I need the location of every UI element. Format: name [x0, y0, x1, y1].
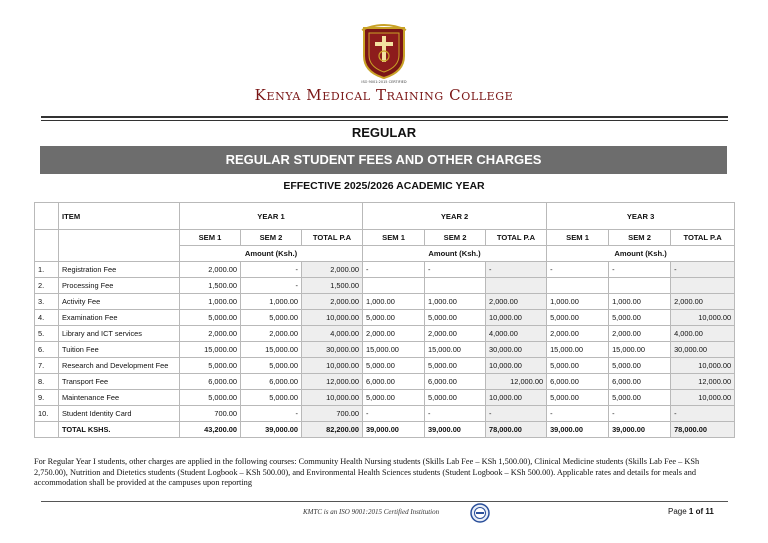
- fee-cell: 1,500.00: [302, 278, 363, 294]
- fee-cell: 30,000.00: [486, 342, 547, 358]
- fee-cell: 2,000.00: [180, 326, 241, 342]
- section-banner: REGULAR STUDENT FEES AND OTHER CHARGES: [40, 146, 727, 174]
- fee-cell: 6,000.00: [425, 374, 486, 390]
- fee-cell: -: [609, 406, 671, 422]
- y2-sem2-header: SEM 2: [425, 230, 486, 246]
- fee-cell: 82,200.00: [302, 422, 363, 438]
- y3-sem2-header: SEM 2: [609, 230, 671, 246]
- college-name: Kenya Medical Training College: [254, 86, 514, 104]
- row-item: Transport Fee: [59, 374, 180, 390]
- fee-cell: 4,000.00: [302, 326, 363, 342]
- fee-cell: 39,000.00: [425, 422, 486, 438]
- fee-cell: 78,000.00: [486, 422, 547, 438]
- fee-cell: 5,000.00: [363, 390, 425, 406]
- page-number: [668, 507, 714, 516]
- fee-cell: 10,000.00: [486, 390, 547, 406]
- fee-cell: 2,000.00: [302, 262, 363, 278]
- fee-cell: 78,000.00: [671, 422, 735, 438]
- fee-cell: -: [241, 278, 302, 294]
- y1-total-header: TOTAL P.A: [302, 230, 363, 246]
- table-subheader-row: [35, 230, 735, 246]
- row-item: Library and ICT services: [59, 326, 180, 342]
- fee-cell: 6,000.00: [180, 374, 241, 390]
- fee-cell: 5,000.00: [241, 358, 302, 374]
- fee-cell: 15,000.00: [363, 342, 425, 358]
- row-item: Tuition Fee: [59, 342, 180, 358]
- fee-cell: 5,000.00: [425, 310, 486, 326]
- y2-total-header: TOTAL P.A: [486, 230, 547, 246]
- fee-cell: 10,000.00: [671, 390, 735, 406]
- fee-cell: -: [486, 406, 547, 422]
- header-rule-thin: [41, 120, 728, 121]
- fee-cell: 2,000.00: [425, 326, 486, 342]
- y3-total-header: TOTAL P.A: [671, 230, 735, 246]
- y3-amount-label: Amount (Ksh.): [547, 246, 735, 262]
- fee-cell: 12,000.00: [302, 374, 363, 390]
- fee-cell: 1,000.00: [609, 294, 671, 310]
- fee-cell: 10,000.00: [486, 358, 547, 374]
- fee-cell: -: [609, 262, 671, 278]
- fee-cell: 10,000.00: [671, 358, 735, 374]
- fee-cell: 4,000.00: [486, 326, 547, 342]
- y3-sem1-header: SEM 1: [547, 230, 609, 246]
- fee-cell: 2,000.00: [363, 326, 425, 342]
- fee-cell: 1,500.00: [180, 278, 241, 294]
- row-item: Activity Fee: [59, 294, 180, 310]
- fee-cell: 2,000.00: [671, 294, 735, 310]
- fee-cell: -: [671, 406, 735, 422]
- fee-cell: 1,000.00: [547, 294, 609, 310]
- row-number: 10.: [35, 406, 59, 422]
- fee-cell: 6,000.00: [547, 374, 609, 390]
- fee-cell: [547, 278, 609, 294]
- fee-cell: 10,000.00: [302, 310, 363, 326]
- fee-cell: 5,000.00: [425, 390, 486, 406]
- row-number: 3.: [35, 294, 59, 310]
- y2-amount-label: Amount (Ksh.): [363, 246, 547, 262]
- fee-cell: 10,000.00: [486, 310, 547, 326]
- row-item: Student Identity Card: [59, 406, 180, 422]
- fee-cell: 2,000.00: [241, 326, 302, 342]
- fee-cell: -: [425, 262, 486, 278]
- row-number: 9.: [35, 390, 59, 406]
- fee-cell: 5,000.00: [609, 358, 671, 374]
- iso-seal-icon: [470, 503, 490, 523]
- fee-cell: 2,000.00: [486, 294, 547, 310]
- fee-cell: 5,000.00: [547, 310, 609, 326]
- row-number: 4.: [35, 310, 59, 326]
- item-subheader-cell: [59, 230, 180, 262]
- fee-cell: 1,000.00: [241, 294, 302, 310]
- fee-cell: 15,000.00: [609, 342, 671, 358]
- row-number: 7.: [35, 358, 59, 374]
- fee-cell: -: [547, 406, 609, 422]
- table-row: [35, 390, 735, 406]
- fee-cell: 43,200.00: [180, 422, 241, 438]
- fee-cell: 1,000.00: [180, 294, 241, 310]
- fee-cell: 6,000.00: [241, 374, 302, 390]
- fee-cell: 10,000.00: [302, 390, 363, 406]
- y2-sem1-header: SEM 1: [363, 230, 425, 246]
- page-label: Page: [668, 507, 687, 516]
- year-2-header: YEAR 2: [363, 203, 547, 230]
- fee-cell: 12,000.00: [671, 374, 735, 390]
- row-item: TOTAL KSHS.: [59, 422, 180, 438]
- fee-cell: 6,000.00: [609, 374, 671, 390]
- fee-cell: 10,000.00: [302, 358, 363, 374]
- row-number: 5.: [35, 326, 59, 342]
- fee-cell: 5,000.00: [609, 390, 671, 406]
- table-row: [35, 278, 735, 294]
- row-item: Maintenance Fee: [59, 390, 180, 406]
- crest-motto: ISO 9001:2015 CERTIFIED: [361, 80, 407, 84]
- row-number: 8.: [35, 374, 59, 390]
- fee-cell: [486, 278, 547, 294]
- row-number: [35, 422, 59, 438]
- no-subheader-cell: [35, 230, 59, 262]
- table-row: [35, 358, 735, 374]
- fee-cell: 700.00: [302, 406, 363, 422]
- table-row: [35, 406, 735, 422]
- year-1-header: YEAR 1: [180, 203, 363, 230]
- fee-cell: [363, 278, 425, 294]
- fee-cell: 5,000.00: [363, 310, 425, 326]
- page-total: 11: [705, 507, 714, 516]
- effective-year: EFFECTIVE 2025/2026 ACADEMIC YEAR: [283, 180, 485, 192]
- table-row: [35, 342, 735, 358]
- fee-cell: 39,000.00: [609, 422, 671, 438]
- college-crest-logo: [360, 22, 408, 80]
- table-row: [35, 326, 735, 342]
- fee-cell: 15,000.00: [241, 342, 302, 358]
- fee-cell: 5,000.00: [547, 358, 609, 374]
- row-number: 2.: [35, 278, 59, 294]
- year-3-header: YEAR 3: [547, 203, 735, 230]
- row-item: Registration Fee: [59, 262, 180, 278]
- fee-cell: [609, 278, 671, 294]
- y1-sem2-header: SEM 2: [241, 230, 302, 246]
- row-number: 6.: [35, 342, 59, 358]
- fee-cell: -: [363, 262, 425, 278]
- table-total-row: [35, 422, 735, 438]
- fee-cell: 2,000.00: [302, 294, 363, 310]
- y1-sem1-header: SEM 1: [180, 230, 241, 246]
- fee-cell: 12,000.00: [486, 374, 547, 390]
- fees-table: [34, 202, 735, 438]
- fee-cell: 1,000.00: [363, 294, 425, 310]
- fee-cell: 2,000.00: [180, 262, 241, 278]
- fee-cell: [671, 278, 735, 294]
- iso-certification-text: KMTC is an ISO 9001:2015 Certified Institution: [303, 508, 440, 516]
- fee-cell: 5,000.00: [241, 310, 302, 326]
- footnote: For Regular Year I students, other charges are applied in the following courses: Community Health Nursing students (Skills Lab Fee – KSh 1,500.00), Clinical Medicine students (Skills Lab Fee – KSh 2,750.00), Nutrition and Dietetics students (Student Logbook – KSh 500.00), and Environmental Health Sciences students (Student Logbook – KSh 500.00). Applicable rates and details for meals and accommodation shall be provided at the campuses upon reporting: [34, 457, 700, 488]
- fee-cell: 5,000.00: [609, 310, 671, 326]
- fee-cell: -: [671, 262, 735, 278]
- fee-cell: -: [241, 262, 302, 278]
- fee-cell: 6,000.00: [363, 374, 425, 390]
- fee-cell: 5,000.00: [180, 310, 241, 326]
- fee-cell: 5,000.00: [241, 390, 302, 406]
- fee-cell: 39,000.00: [363, 422, 425, 438]
- fee-cell: -: [547, 262, 609, 278]
- fee-cell: 39,000.00: [547, 422, 609, 438]
- fee-cell: 1,000.00: [425, 294, 486, 310]
- page-of: of: [695, 507, 704, 516]
- fee-cell: 5,000.00: [180, 358, 241, 374]
- fee-cell: 15,000.00: [547, 342, 609, 358]
- no-header-cell: [35, 203, 59, 230]
- page-current: 1: [688, 507, 694, 516]
- row-item: Processing Fee: [59, 278, 180, 294]
- fee-cell: -: [363, 406, 425, 422]
- table-row: [35, 310, 735, 326]
- fee-cell: 39,000.00: [241, 422, 302, 438]
- table-row: [35, 374, 735, 390]
- fee-cell: 2,000.00: [609, 326, 671, 342]
- fee-cell: 15,000.00: [425, 342, 486, 358]
- fee-cell: 30,000.00: [302, 342, 363, 358]
- fee-cell: 30,000.00: [671, 342, 735, 358]
- fee-cell: 5,000.00: [363, 358, 425, 374]
- table-row: [35, 294, 735, 310]
- fee-cell: -: [486, 262, 547, 278]
- header-rule: [41, 116, 728, 118]
- table-row: [35, 262, 735, 278]
- fee-cell: 5,000.00: [547, 390, 609, 406]
- fee-cell: -: [425, 406, 486, 422]
- fee-cell: 2,000.00: [547, 326, 609, 342]
- fee-cell: 700.00: [180, 406, 241, 422]
- fee-cell: 15,000.00: [180, 342, 241, 358]
- fee-cell: 5,000.00: [425, 358, 486, 374]
- fee-cell: 4,000.00: [671, 326, 735, 342]
- row-item: Research and Development Fee: [59, 358, 180, 374]
- fee-cell: -: [241, 406, 302, 422]
- y1-amount-label: Amount (Ksh.): [180, 246, 363, 262]
- row-number: 1.: [35, 262, 59, 278]
- footer-rule: [41, 501, 728, 502]
- fee-cell: 5,000.00: [180, 390, 241, 406]
- page-title: REGULAR: [351, 125, 417, 140]
- item-header: ITEM: [59, 203, 180, 230]
- fee-cell: [425, 278, 486, 294]
- fee-cell: 10,000.00: [671, 310, 735, 326]
- row-item: Examination Fee: [59, 310, 180, 326]
- table-header-row: [35, 203, 735, 230]
